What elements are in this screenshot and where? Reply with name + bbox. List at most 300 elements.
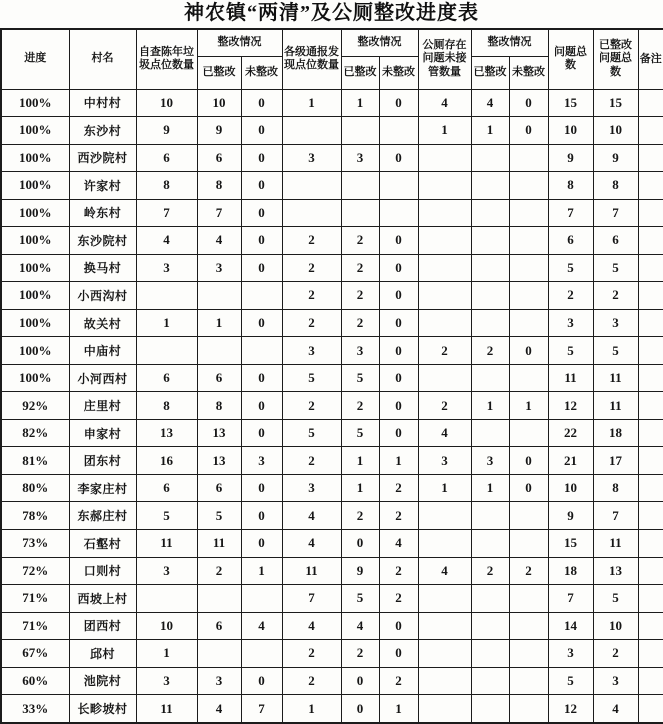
reported-not-rectified-cell: 0 — [379, 144, 418, 172]
toilet-count-cell: 4 — [418, 557, 471, 585]
progress-cell: 100% — [1, 117, 69, 145]
self-check-count-cell: 10 — [136, 89, 197, 117]
table-row — [1, 502, 663, 530]
self-check-count-cell: 1 — [136, 309, 197, 337]
toilet-count-cell: 4 — [418, 89, 471, 117]
toilet-count-cell: 1 — [418, 474, 471, 502]
total-rectified-cell: 5 — [593, 585, 638, 613]
total-rectified-cell: 10 — [593, 117, 638, 145]
toilet-count-cell: 4 — [418, 419, 471, 447]
toilet-not-rectified-cell: 0 — [509, 89, 548, 117]
total-rectified-cell: 3 — [593, 667, 638, 695]
header-rect-status-1: 整改情况 — [197, 29, 282, 56]
toilet-not-rectified-cell — [509, 502, 548, 530]
self-rectified-cell: 9 — [197, 117, 241, 145]
remark-cell — [638, 117, 663, 145]
reported-count-cell: 3 — [282, 337, 341, 365]
reported-count-cell: 2 — [282, 309, 341, 337]
toilet-not-rectified-cell — [509, 364, 548, 392]
remark-cell — [638, 144, 663, 172]
header-not-rectified-2: 未整改 — [379, 56, 418, 89]
reported-not-rectified-cell: 0 — [379, 254, 418, 282]
reported-rectified-cell — [341, 117, 379, 145]
village-name-cell: 池院村 — [69, 667, 136, 695]
toilet-not-rectified-cell — [509, 419, 548, 447]
self-not-rectified-cell: 0 — [241, 117, 282, 145]
self-rectified-cell: 8 — [197, 392, 241, 420]
village-name-cell: 李家庄村 — [69, 474, 136, 502]
toilet-count-cell: 3 — [418, 447, 471, 475]
progress-cell: 82% — [1, 419, 69, 447]
self-not-rectified-cell: 0 — [241, 309, 282, 337]
village-name-cell: 小河西村 — [69, 364, 136, 392]
self-rectified-cell — [197, 585, 241, 613]
progress-cell: 33% — [1, 695, 69, 723]
toilet-rectified-cell — [471, 144, 509, 172]
self-rectified-cell: 13 — [197, 447, 241, 475]
reported-not-rectified-cell: 0 — [379, 640, 418, 668]
total-rectified-cell: 10 — [593, 612, 638, 640]
toilet-rectified-cell: 1 — [471, 117, 509, 145]
table-row — [1, 667, 663, 695]
toilet-not-rectified-cell — [509, 695, 548, 723]
self-rectified-cell: 2 — [197, 557, 241, 585]
total-rectified-cell: 7 — [593, 199, 638, 227]
total-problems-cell: 10 — [548, 474, 593, 502]
toilet-rectified-cell — [471, 612, 509, 640]
toilet-count-cell: 2 — [418, 337, 471, 365]
total-rectified-cell: 13 — [593, 557, 638, 585]
toilet-rectified-cell — [471, 364, 509, 392]
self-not-rectified-cell — [241, 640, 282, 668]
header-not-rectified-3: 未整改 — [509, 56, 548, 89]
self-not-rectified-cell: 0 — [241, 667, 282, 695]
toilet-rectified-cell — [471, 309, 509, 337]
village-name-cell: 申家村 — [69, 419, 136, 447]
reported-rectified-cell: 5 — [341, 364, 379, 392]
total-problems-cell: 18 — [548, 557, 593, 585]
reported-rectified-cell: 2 — [341, 227, 379, 255]
self-not-rectified-cell — [241, 282, 282, 310]
toilet-not-rectified-cell — [509, 530, 548, 558]
reported-rectified-cell: 2 — [341, 640, 379, 668]
progress-cell: 67% — [1, 640, 69, 668]
toilet-rectified-cell — [471, 254, 509, 282]
village-name-cell: 中村村 — [69, 89, 136, 117]
total-rectified-cell: 3 — [593, 309, 638, 337]
progress-cell: 72% — [1, 557, 69, 585]
self-check-count-cell — [136, 585, 197, 613]
toilet-count-cell: 1 — [418, 117, 471, 145]
toilet-rectified-cell — [471, 282, 509, 310]
progress-cell: 100% — [1, 144, 69, 172]
table-row — [1, 530, 663, 558]
reported-count-cell — [282, 172, 341, 200]
progress-cell: 71% — [1, 585, 69, 613]
total-rectified-cell: 11 — [593, 530, 638, 558]
remark-cell — [638, 502, 663, 530]
table-row — [1, 254, 663, 282]
header-progress: 进度 — [1, 29, 69, 89]
toilet-count-cell — [418, 612, 471, 640]
reported-rectified-cell: 0 — [341, 667, 379, 695]
total-problems-cell: 3 — [548, 309, 593, 337]
reported-rectified-cell — [341, 199, 379, 227]
self-rectified-cell: 10 — [197, 89, 241, 117]
total-problems-cell: 15 — [548, 89, 593, 117]
table-row — [1, 585, 663, 613]
reported-rectified-cell: 5 — [341, 585, 379, 613]
table-row — [1, 640, 663, 668]
table-row — [1, 309, 663, 337]
remark-cell — [638, 695, 663, 723]
self-rectified-cell: 7 — [197, 199, 241, 227]
self-check-count-cell: 5 — [136, 502, 197, 530]
self-check-count-cell — [136, 282, 197, 310]
total-problems-cell: 3 — [548, 640, 593, 668]
self-check-count-cell: 3 — [136, 667, 197, 695]
self-rectified-cell: 6 — [197, 144, 241, 172]
self-rectified-cell — [197, 282, 241, 310]
remark-cell — [638, 612, 663, 640]
remark-cell — [638, 640, 663, 668]
remark-cell — [638, 667, 663, 695]
self-not-rectified-cell: 0 — [241, 392, 282, 420]
table-row — [1, 392, 663, 420]
header-rect-status-2: 整改情况 — [341, 29, 418, 56]
total-problems-cell: 10 — [548, 117, 593, 145]
reported-count-cell: 2 — [282, 447, 341, 475]
table-row — [1, 337, 663, 365]
reported-not-rectified-cell: 1 — [379, 447, 418, 475]
self-rectified-cell: 3 — [197, 667, 241, 695]
total-rectified-cell: 6 — [593, 227, 638, 255]
toilet-not-rectified-cell — [509, 282, 548, 310]
toilet-count-cell — [418, 695, 471, 723]
village-name-cell: 团东村 — [69, 447, 136, 475]
remark-cell — [638, 309, 663, 337]
reported-rectified-cell: 5 — [341, 419, 379, 447]
progress-cell: 100% — [1, 337, 69, 365]
table-row — [1, 89, 663, 117]
self-rectified-cell — [197, 337, 241, 365]
self-check-count-cell: 3 — [136, 557, 197, 585]
header-remarks: 备注 — [638, 29, 663, 89]
toilet-count-cell — [418, 585, 471, 613]
reported-rectified-cell: 0 — [341, 695, 379, 723]
reported-not-rectified-cell: 0 — [379, 227, 418, 255]
village-name-cell: 西沙院村 — [69, 144, 136, 172]
reported-not-rectified-cell — [379, 199, 418, 227]
reported-rectified-cell: 4 — [341, 612, 379, 640]
toilet-count-cell — [418, 282, 471, 310]
progress-cell: 60% — [1, 667, 69, 695]
progress-cell: 92% — [1, 392, 69, 420]
self-check-count-cell: 6 — [136, 474, 197, 502]
toilet-rectified-cell: 2 — [471, 337, 509, 365]
reported-rectified-cell: 2 — [341, 309, 379, 337]
village-name-cell: 口则村 — [69, 557, 136, 585]
toilet-rectified-cell — [471, 530, 509, 558]
total-problems-cell: 9 — [548, 502, 593, 530]
progress-cell: 100% — [1, 199, 69, 227]
village-name-cell: 换马村 — [69, 254, 136, 282]
toilet-rectified-cell — [471, 227, 509, 255]
toilet-count-cell — [418, 227, 471, 255]
reported-count-cell: 2 — [282, 667, 341, 695]
reported-rectified-cell — [341, 172, 379, 200]
progress-cell: 100% — [1, 364, 69, 392]
self-not-rectified-cell: 0 — [241, 254, 282, 282]
toilet-count-cell — [418, 364, 471, 392]
header-village: 村名 — [69, 29, 136, 89]
reported-count-cell — [282, 117, 341, 145]
self-rectified-cell: 11 — [197, 530, 241, 558]
reported-rectified-cell: 1 — [341, 89, 379, 117]
reported-not-rectified-cell: 0 — [379, 392, 418, 420]
reported-count-cell: 2 — [282, 282, 341, 310]
reported-count-cell: 11 — [282, 557, 341, 585]
reported-rectified-cell: 0 — [341, 530, 379, 558]
self-not-rectified-cell — [241, 585, 282, 613]
reported-rectified-cell: 3 — [341, 337, 379, 365]
self-check-count-cell: 6 — [136, 364, 197, 392]
toilet-rectified-cell — [471, 502, 509, 530]
total-problems-cell: 15 — [548, 530, 593, 558]
toilet-not-rectified-cell — [509, 254, 548, 282]
total-problems-cell: 2 — [548, 282, 593, 310]
total-rectified-cell: 11 — [593, 392, 638, 420]
table-row — [1, 474, 663, 502]
table-row — [1, 447, 663, 475]
toilet-not-rectified-cell: 1 — [509, 392, 548, 420]
toilet-count-cell — [418, 309, 471, 337]
progress-cell: 100% — [1, 172, 69, 200]
reported-not-rectified-cell: 2 — [379, 474, 418, 502]
self-rectified-cell: 6 — [197, 612, 241, 640]
self-not-rectified-cell: 1 — [241, 557, 282, 585]
village-name-cell: 团西村 — [69, 612, 136, 640]
toilet-count-cell — [418, 667, 471, 695]
page-title: 神农镇“两清”及公厕整改进度表 — [184, 2, 479, 24]
progress-cell: 73% — [1, 530, 69, 558]
total-problems-cell: 11 — [548, 364, 593, 392]
table-row — [1, 557, 663, 585]
village-name-cell: 邱村 — [69, 640, 136, 668]
village-name-cell: 东沙院村 — [69, 227, 136, 255]
toilet-not-rectified-cell — [509, 612, 548, 640]
table-row — [1, 695, 663, 723]
reported-not-rectified-cell — [379, 117, 418, 145]
total-rectified-cell: 11 — [593, 364, 638, 392]
progress-cell: 100% — [1, 309, 69, 337]
toilet-count-cell — [418, 502, 471, 530]
toilet-not-rectified-cell — [509, 309, 548, 337]
header-total-rectified: 已整改问题总数 — [593, 29, 638, 89]
reported-count-cell — [282, 199, 341, 227]
reported-not-rectified-cell: 2 — [379, 667, 418, 695]
self-rectified-cell: 4 — [197, 695, 241, 723]
toilet-rectified-cell — [471, 199, 509, 227]
self-not-rectified-cell: 0 — [241, 419, 282, 447]
toilet-not-rectified-cell — [509, 585, 548, 613]
toilet-not-rectified-cell — [509, 227, 548, 255]
header-self-check-count: 自查陈年垃圾点位数量 — [136, 29, 197, 89]
toilet-not-rectified-cell — [509, 144, 548, 172]
self-rectified-cell: 4 — [197, 227, 241, 255]
village-name-cell: 长畛坡村 — [69, 695, 136, 723]
toilet-not-rectified-cell: 0 — [509, 447, 548, 475]
toilet-rectified-cell: 1 — [471, 392, 509, 420]
total-problems-cell: 5 — [548, 337, 593, 365]
table-row — [1, 172, 663, 200]
toilet-count-cell: 2 — [418, 392, 471, 420]
reported-not-rectified-cell: 4 — [379, 530, 418, 558]
total-rectified-cell: 18 — [593, 419, 638, 447]
toilet-rectified-cell: 1 — [471, 474, 509, 502]
remark-cell — [638, 447, 663, 475]
self-check-count-cell: 1 — [136, 640, 197, 668]
total-problems-cell: 5 — [548, 254, 593, 282]
toilet-rectified-cell — [471, 419, 509, 447]
reported-not-rectified-cell: 0 — [379, 282, 418, 310]
self-rectified-cell: 3 — [197, 254, 241, 282]
reported-rectified-cell: 2 — [341, 254, 379, 282]
village-name-cell: 岭东村 — [69, 199, 136, 227]
header-toilet-count: 公厕存在问题未接管数量 — [418, 29, 471, 89]
self-check-count-cell: 13 — [136, 419, 197, 447]
toilet-not-rectified-cell: 2 — [509, 557, 548, 585]
self-rectified-cell: 5 — [197, 502, 241, 530]
reported-rectified-cell: 3 — [341, 144, 379, 172]
reported-count-cell: 7 — [282, 585, 341, 613]
table-row — [1, 419, 663, 447]
reported-count-cell: 3 — [282, 474, 341, 502]
table-row — [1, 117, 663, 145]
self-not-rectified-cell: 0 — [241, 89, 282, 117]
self-rectified-cell: 8 — [197, 172, 241, 200]
total-problems-cell: 12 — [548, 695, 593, 723]
progress-cell: 100% — [1, 227, 69, 255]
self-rectified-cell — [197, 640, 241, 668]
self-check-count-cell: 6 — [136, 144, 197, 172]
reported-rectified-cell: 1 — [341, 474, 379, 502]
total-problems-cell: 7 — [548, 585, 593, 613]
total-problems-cell: 8 — [548, 172, 593, 200]
self-rectified-cell: 6 — [197, 364, 241, 392]
toilet-not-rectified-cell: 0 — [509, 474, 548, 502]
self-not-rectified-cell: 0 — [241, 172, 282, 200]
table-body — [1, 89, 663, 723]
self-not-rectified-cell: 3 — [241, 447, 282, 475]
remark-cell — [638, 419, 663, 447]
table-row — [1, 227, 663, 255]
self-not-rectified-cell: 4 — [241, 612, 282, 640]
reported-count-cell: 4 — [282, 502, 341, 530]
table-row — [1, 364, 663, 392]
village-name-cell: 东沙村 — [69, 117, 136, 145]
reported-rectified-cell: 1 — [341, 447, 379, 475]
self-rectified-cell: 6 — [197, 474, 241, 502]
reported-count-cell: 2 — [282, 227, 341, 255]
reported-not-rectified-cell: 0 — [379, 364, 418, 392]
reported-rectified-cell: 2 — [341, 502, 379, 530]
remark-cell — [638, 282, 663, 310]
reported-not-rectified-cell: 0 — [379, 612, 418, 640]
toilet-not-rectified-cell — [509, 172, 548, 200]
reported-not-rectified-cell: 0 — [379, 337, 418, 365]
toilet-rectified-cell — [471, 172, 509, 200]
toilet-not-rectified-cell — [509, 199, 548, 227]
header-not-rectified-1: 未整改 — [241, 56, 282, 89]
self-not-rectified-cell: 0 — [241, 502, 282, 530]
total-rectified-cell: 4 — [593, 695, 638, 723]
total-rectified-cell: 15 — [593, 89, 638, 117]
progress-cell: 71% — [1, 612, 69, 640]
self-check-count-cell: 16 — [136, 447, 197, 475]
progress-cell: 100% — [1, 89, 69, 117]
total-rectified-cell: 2 — [593, 640, 638, 668]
total-rectified-cell: 5 — [593, 254, 638, 282]
self-check-count-cell: 11 — [136, 695, 197, 723]
self-check-count-cell: 10 — [136, 612, 197, 640]
table-row — [1, 282, 663, 310]
toilet-count-cell — [418, 172, 471, 200]
reported-count-cell: 1 — [282, 89, 341, 117]
table-header — [1, 29, 663, 89]
reported-count-cell: 5 — [282, 419, 341, 447]
remark-cell — [638, 585, 663, 613]
total-rectified-cell: 17 — [593, 447, 638, 475]
total-problems-cell: 21 — [548, 447, 593, 475]
remark-cell — [638, 557, 663, 585]
self-not-rectified-cell: 0 — [241, 364, 282, 392]
progress-cell: 78% — [1, 502, 69, 530]
progress-cell: 81% — [1, 447, 69, 475]
toilet-rectified-cell: 4 — [471, 89, 509, 117]
toilet-not-rectified-cell — [509, 640, 548, 668]
self-check-count-cell: 4 — [136, 227, 197, 255]
total-rectified-cell: 5 — [593, 337, 638, 365]
reported-count-cell: 3 — [282, 144, 341, 172]
total-problems-cell: 6 — [548, 227, 593, 255]
toilet-rectified-cell — [471, 640, 509, 668]
reported-rectified-cell: 2 — [341, 392, 379, 420]
toilet-not-rectified-cell — [509, 667, 548, 695]
self-not-rectified-cell — [241, 337, 282, 365]
self-check-count-cell: 9 — [136, 117, 197, 145]
reported-not-rectified-cell: 2 — [379, 585, 418, 613]
self-check-count-cell: 3 — [136, 254, 197, 282]
reported-count-cell: 4 — [282, 612, 341, 640]
toilet-rectified-cell — [471, 585, 509, 613]
self-check-count-cell: 8 — [136, 392, 197, 420]
village-name-cell: 故关村 — [69, 309, 136, 337]
toilet-not-rectified-cell: 0 — [509, 117, 548, 145]
total-rectified-cell: 8 — [593, 474, 638, 502]
reported-not-rectified-cell: 0 — [379, 309, 418, 337]
self-check-count-cell: 11 — [136, 530, 197, 558]
reported-not-rectified-cell: 2 — [379, 557, 418, 585]
self-check-count-cell: 7 — [136, 199, 197, 227]
reported-not-rectified-cell: 0 — [379, 89, 418, 117]
reported-rectified-cell: 9 — [341, 557, 379, 585]
total-problems-cell: 5 — [548, 667, 593, 695]
village-name-cell: 庄里村 — [69, 392, 136, 420]
reported-not-rectified-cell: 1 — [379, 695, 418, 723]
remark-cell — [638, 337, 663, 365]
village-name-cell: 中庙村 — [69, 337, 136, 365]
